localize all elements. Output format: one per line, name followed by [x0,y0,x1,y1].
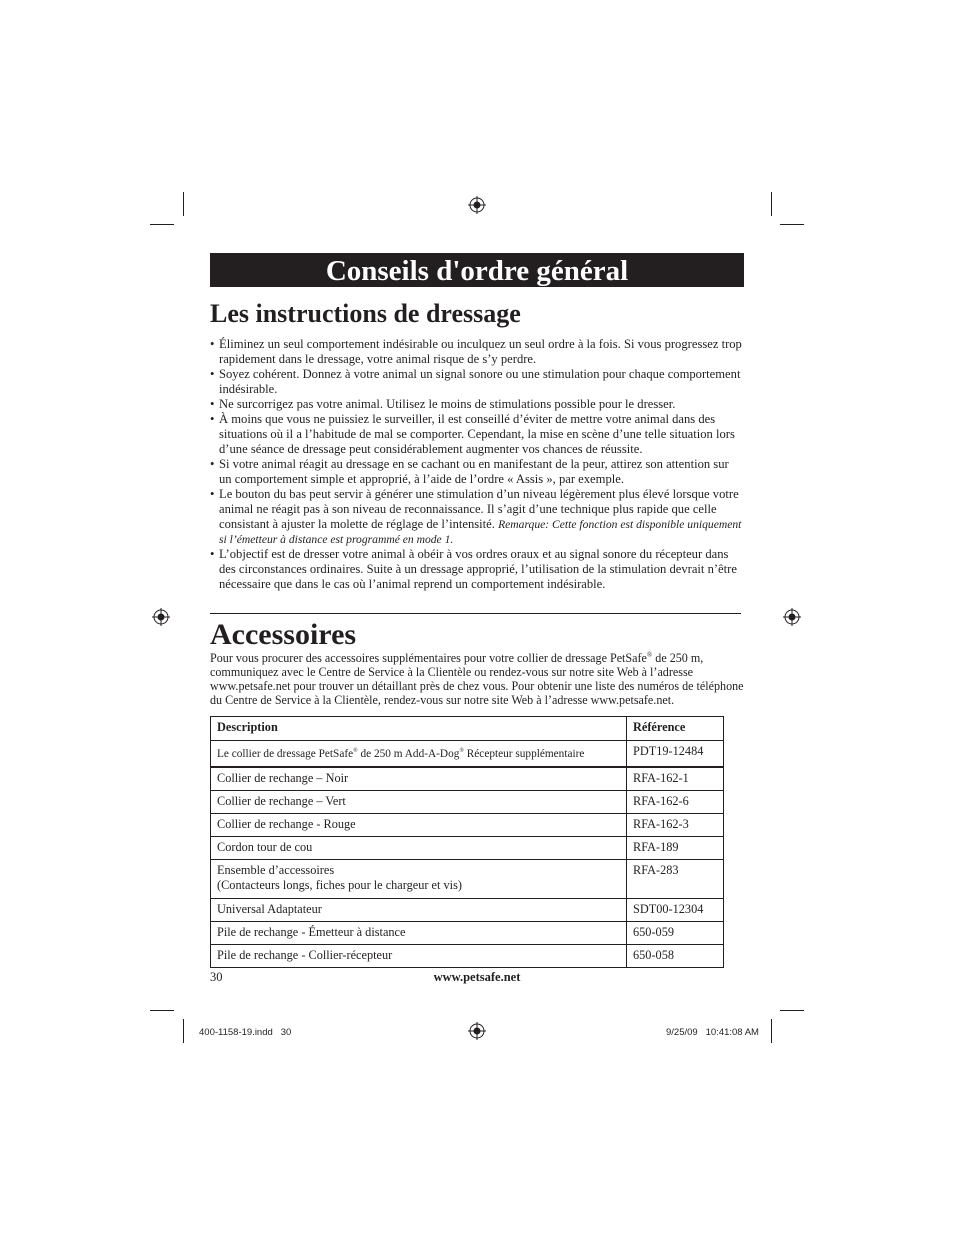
table-cell-description [211,859,627,898]
accessories-table [210,716,724,968]
crop-mark [780,224,804,225]
training-tips-list [210,337,744,592]
table-cell-reference: SDT00-12304 [627,898,724,921]
list-item: • L’objectif est de dresser votre animal à obéir à vos ordres oraux et au signal sonore du récepteur dans des circonstances ordinaires. Suite à un dressage approprié, l’utilisation de la stimulation devrait n’être nécessaire que dans le cas où l’animal reprend un comportement indésirable. [210,547,744,592]
table-row [211,836,724,859]
table-row [211,790,724,813]
table-row [211,898,724,921]
crop-mark [150,1010,174,1011]
footer-website: www.petsafe.net [433,970,521,984]
list-item: • À moins que vous ne puissiez le surveiller, il est conseillé d’éviter de mettre votre animal dans des situations où il a l’habitude de mal se comporter. Cependant, la mise en scène d’une telle situation lors d’une séance de dressage peut considérablement augmenter vos chances de réussite. [210,412,744,457]
list-item [210,487,744,547]
registration-mark-icon [783,608,801,626]
registered-mark: ® [459,748,464,754]
list-item-text: Le bouton du bas peut servir à générer une stimulation d’un niveau légèrement plus élevé lorsque votre animal ne réagit pas à son niveau de reconnaissance. Il s’agit d’une technique plus rapide que celle consistant à ajuster la molette de réglage de l’intensité. [219,487,739,531]
table-cell-description: Collier de rechange – Vert [211,790,627,813]
list-item: • Soyez cohérent. Donnez à votre animal un signal sonore ou une stimulation pour chaque comportement indésirable. [210,367,744,397]
accessories-heading: Accessoires [210,618,357,651]
table-cell-reference: RFA-189 [627,836,724,859]
table-cell-reference: RFA-162-3 [627,813,724,836]
page-number: 30 [210,970,223,984]
table-row [211,741,724,767]
cell-text: Ensemble d’accessoires [217,862,335,877]
cell-text: Le collier de dressage PetSafe [217,747,354,760]
table-cell-description: Universal Adaptateur [211,898,627,921]
table-cell-description: Collier de rechange – Noir [211,767,627,791]
intro-text: Pour vous procurer des accessoires supplémentaires pour votre collier de dressage PetSafe [210,651,647,666]
table-cell-reference: RFA-162-6 [627,790,724,813]
note-text: Remarque: Cette fonction est disponible uniquement si l’émetteur à distance est programmé en mode 1. [219,518,742,546]
cell-text: Récepteur supplémentaire [463,747,585,760]
table-row [211,921,724,944]
registered-mark: ® [646,651,653,659]
table-cell-description [211,741,627,767]
table-cell-reference: 650-059 [627,921,724,944]
list-item: • Si votre animal réagit au dressage en se cachant ou en manifestant de la peur, attirez son attention sur un comportement simple et approprié, à l’aide de l’ordre « Assis », par exemple. [210,457,744,487]
table-cell-reference: RFA-283 [627,859,724,898]
accessories-intro [210,648,744,707]
table-cell-description: Collier de rechange - Rouge [211,813,627,836]
column-header-reference: Référence [627,717,724,741]
table-cell-reference: PDT19-12484 [627,741,724,767]
cell-text: de 250 m Add-A-Dog [357,747,460,760]
table-row [211,859,724,898]
registration-mark-icon [152,608,170,626]
table-cell-description: Cordon tour de cou [211,836,627,859]
list-item: • Éliminez un seul comportement indésirable ou inculquez un seul ordre à la fois. Si vous progressez trop rapidement dans le dressage, votre animal risque de s’y perdre. [210,337,744,367]
table-cell-description: Pile de rechange - Collier-récepteur [211,944,627,967]
crop-mark [150,224,174,225]
training-heading: Les instructions de dressage [210,299,521,328]
registration-mark-icon [468,1022,486,1040]
cell-text: (Contacteurs longs, fiches pour le chargeur et vis) [217,877,462,892]
crop-mark [780,1010,804,1011]
table-row [211,813,724,836]
table-cell-reference: 650-058 [627,944,724,967]
slug-timestamp: 9/25/09 10:41:08 AM [666,1027,759,1038]
registered-mark: ® [353,748,358,754]
crop-mark [183,192,184,216]
list-item: • Ne surcorrigez pas votre animal. Utilisez le moins de stimulations possible pour le dresser. [210,397,744,412]
table-row [211,944,724,967]
column-header-description: Description [211,717,627,741]
table-cell-reference: RFA-162-1 [627,767,724,791]
table-header-row [211,717,724,741]
crop-mark [771,192,772,216]
registration-mark-icon [468,196,486,214]
crop-mark [771,1019,772,1043]
section-divider [210,613,741,614]
intro-text: de 250 m, communiquez avec le Centre de Service à la Clientèle ou rendez-vous sur notre site Web à l’adresse www.petsafe.net pour trouver un détaillant près de chez vous. Pour obtenir une liste des numéros de téléphone du Centre de Service à la Clientèle, rendez-vous sur notre site Web à l’adresse www.petsafe.net. [210,651,744,708]
table-row [211,767,724,791]
crop-mark [183,1019,184,1043]
page-title-banner: Conseils d'ordre général [210,253,744,287]
slug-filename: 400-1158-19.indd 30 [199,1027,292,1038]
table-cell-description: Pile de rechange - Émetteur à distance [211,921,627,944]
